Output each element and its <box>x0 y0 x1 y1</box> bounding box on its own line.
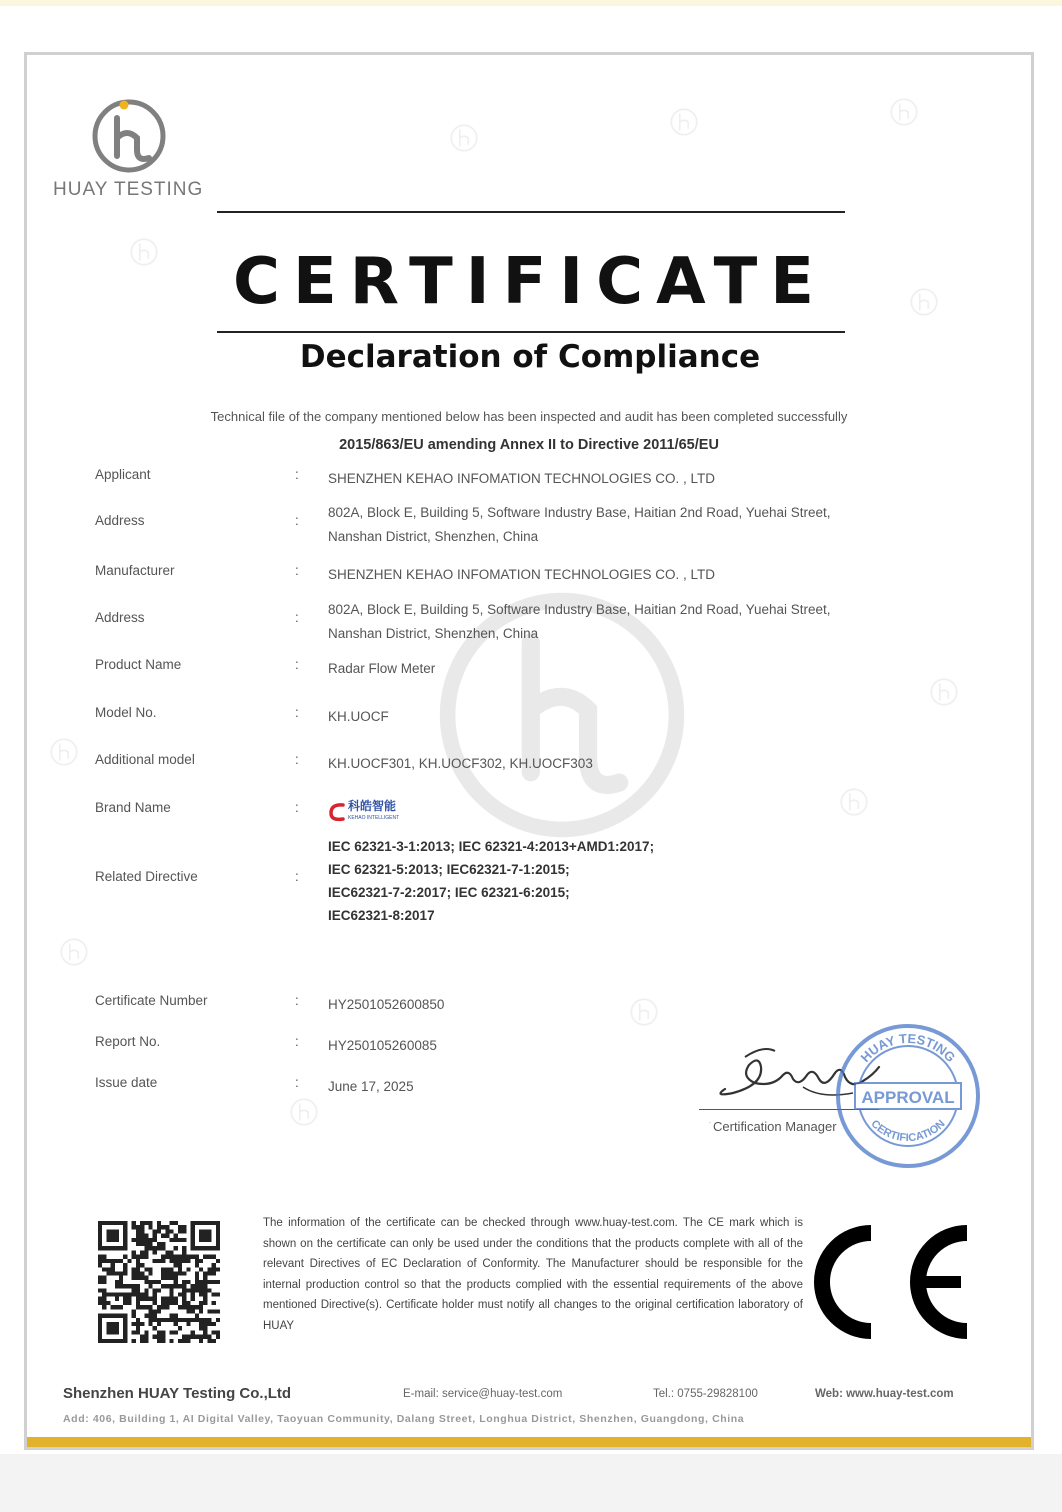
directive-line: IEC62321-7-2:2017; IEC 62321-6:2015; <box>328 885 570 900</box>
field-value: SHENZHEN KEHAO INFOMATION TECHNOLOGIES CO. , LTD <box>328 471 716 486</box>
watermark-small-icon <box>887 95 921 129</box>
field-value: HY2501052600850 <box>328 997 445 1012</box>
field-colon: : <box>295 467 299 482</box>
field-label: Address <box>95 610 145 625</box>
field-value: June 17, 2025 <box>328 1079 414 1094</box>
intro-text: Technical file of the company mentioned below has been inspected and audit has been completed successfully <box>210 409 848 424</box>
field-colon: : <box>295 752 299 767</box>
address-line: 802A, Block E, Building 5, Software Industry Base, Haitian 2nd Road, Yuehai Street, <box>328 505 831 520</box>
field-brand-name <box>95 800 928 824</box>
brand-sub-text: KEHAO INTELLIGENT <box>348 815 400 821</box>
watermark-small-icon <box>447 121 481 155</box>
field-label: Address <box>95 513 145 528</box>
field-label: Brand Name <box>95 800 171 815</box>
certificate-title: CERTIFICATE <box>233 245 827 319</box>
footer-company: Shenzhen HUAY Testing Co.,Ltd <box>63 1385 292 1402</box>
watermark-small-icon <box>907 285 941 319</box>
watermark-small-icon <box>127 235 161 269</box>
brand-logo <box>328 800 928 824</box>
qr-code-icon <box>95 1221 223 1343</box>
title-top-rule <box>217 211 845 213</box>
field-product-name <box>95 657 928 681</box>
certificate-sheet <box>24 52 1034 1450</box>
brand-mark-icon <box>328 802 346 822</box>
footer-tel: Tel.: 0755-29828100 <box>653 1388 758 1400</box>
field-additional-model <box>95 752 928 776</box>
field-colon: : <box>295 563 299 578</box>
address-line: 802A, Block E, Building 5, Software Industry Base, Haitian 2nd Road, Yuehai Street, <box>328 602 831 617</box>
signature-role: Certification Manager <box>713 1119 837 1134</box>
field-label: Additional model <box>95 752 195 767</box>
field-certificate-number <box>95 993 928 1017</box>
field-value <box>328 501 928 549</box>
address-line: Nanshan District, Shenzhen, China <box>328 626 539 641</box>
top-strip <box>0 0 1062 6</box>
watermark-small-icon <box>667 105 701 139</box>
field-colon: : <box>295 705 299 720</box>
brand-name-text: 科皓智能 <box>348 799 397 813</box>
title-bottom-rule <box>217 331 845 333</box>
field-model-no <box>95 705 928 729</box>
field-manufacturer <box>95 563 928 587</box>
field-colon: : <box>295 657 299 672</box>
footer-email: E-mail: service@huay-test.com <box>403 1388 563 1400</box>
watermark-small-icon <box>287 1095 321 1129</box>
field-colon: : <box>295 1034 299 1049</box>
field-value: KH.UOCF301, KH.UOCF302, KH.UOCF303 <box>328 756 593 771</box>
approval-stamp-icon <box>833 1021 983 1171</box>
watermark-small-icon <box>57 935 91 969</box>
watermark-small-icon <box>927 675 961 709</box>
field-label: Model No. <box>95 705 157 720</box>
field-colon: : <box>295 800 299 815</box>
field-label: Manufacturer <box>95 563 175 578</box>
page-bottom-area <box>0 1454 1062 1512</box>
field-colon: : <box>295 1075 299 1090</box>
field-value: SHENZHEN KEHAO INFOMATION TECHNOLOGIES CO. , LTD <box>328 567 716 582</box>
field-address-manufacturer <box>95 598 928 646</box>
field-colon: : <box>295 610 299 625</box>
directive-heading: 2015/863/EU amending Annex II to Directive 2011/65/EU <box>339 437 719 453</box>
field-value <box>328 598 928 646</box>
field-colon: : <box>295 993 299 1008</box>
watermark-small-icon <box>47 735 81 769</box>
field-label: Related Directive <box>95 869 198 884</box>
field-address-applicant <box>95 501 928 549</box>
field-value <box>328 835 928 927</box>
stamp-bottom-text: CERTIFICATION <box>868 1117 948 1145</box>
field-label: Product Name <box>95 657 182 672</box>
field-label: Report No. <box>95 1034 161 1049</box>
directive-line: IEC 62321-5:2013; IEC62321-7-1:2015; <box>328 862 570 877</box>
field-value: Radar Flow Meter <box>328 661 436 676</box>
footer-web: Web: www.huay-test.com <box>815 1388 954 1400</box>
certificate-subtitle: Declaration of Compliance <box>299 339 761 375</box>
field-label: Applicant <box>95 467 151 482</box>
certificate-notice: The information of the certificate can be checked through www.huay-test.com. The CE mark which is shown on the certificate can only be used under the conditions that the products complete with all of the relevant Directives of EC Declaration of Conformity. The Manufacturer should be responsible for the internal production control so that the products complied with the essential requirements of the above mentioned Directive(s). Certificate holder must notify all changes to the original certification laboratory of HUAY <box>263 1217 803 1332</box>
svg-text:CERTIFICATION <box>868 1118 947 1144</box>
brand-text <box>348 800 399 824</box>
gold-footer-bar <box>27 1437 1031 1447</box>
field-colon: : <box>295 513 299 528</box>
field-value: KH.UOCF <box>328 709 389 724</box>
field-label: Certificate Number <box>95 993 208 1008</box>
field-applicant <box>95 467 928 491</box>
field-colon: : <box>295 869 299 884</box>
field-label: Issue date <box>95 1075 158 1090</box>
field-value: HY250105260085 <box>328 1038 437 1053</box>
directive-line: IEC 62321-3-1:2013; IEC 62321-4:2013+AMD1:2017; <box>328 839 655 854</box>
stamp-top-text: HUAY TESTING <box>857 1030 959 1066</box>
field-related-directive <box>95 835 928 927</box>
huay-logo-icon <box>87 100 187 180</box>
directive-line: IEC62321-8:2017 <box>328 908 435 923</box>
stamp-mid-text: APPROVAL <box>861 1088 955 1107</box>
address-line: Nanshan District, Shenzhen, China <box>328 529 539 544</box>
logo-text: HUAY TESTING <box>53 179 204 200</box>
footer-address: Add: 406, Building 1, AI Digital Valley, Taoyuan Community, Dalang Street, Longhua District, Shenzhen, Guangdong, China <box>63 1413 745 1425</box>
ce-mark-text: CE <box>709 1123 711 1124</box>
